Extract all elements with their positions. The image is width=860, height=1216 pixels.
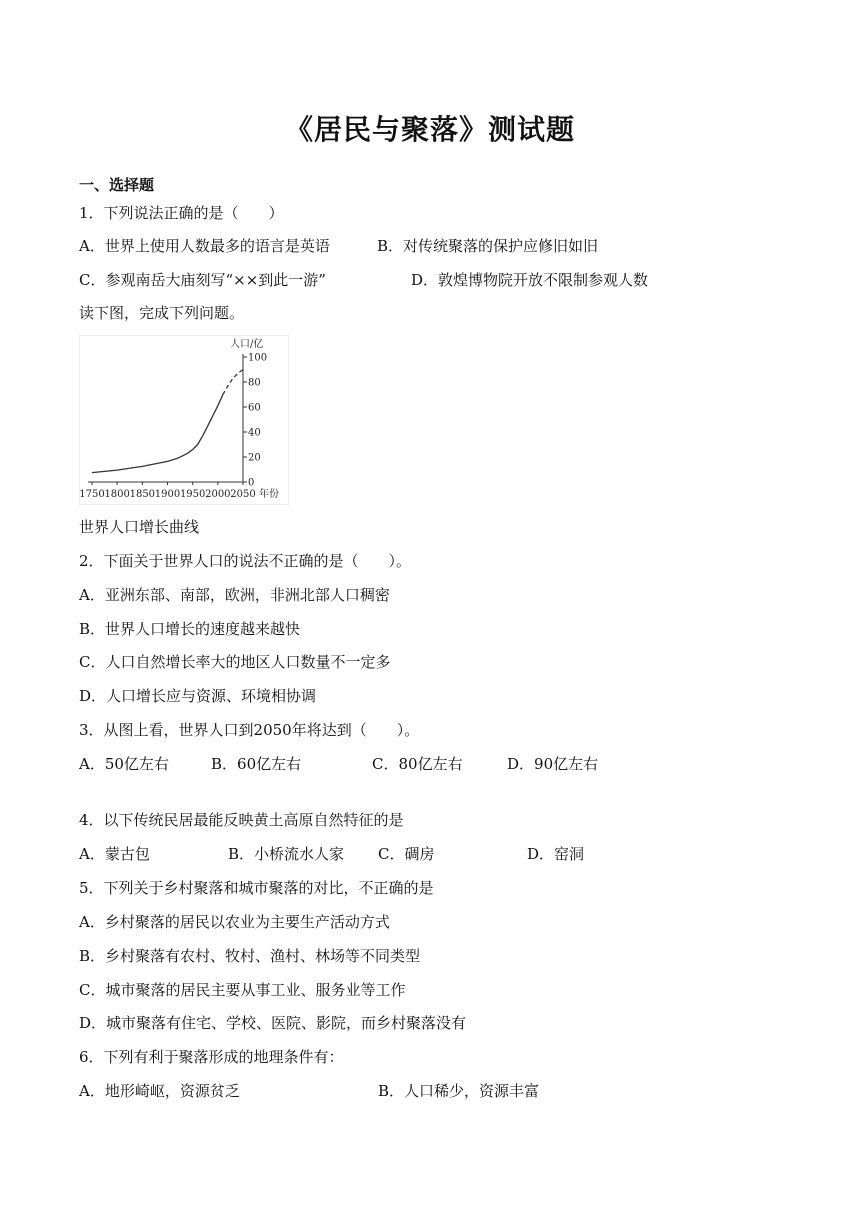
- q4-option-b: B．小桥流水人家: [228, 845, 345, 863]
- q5-option-a: A．乡村聚落的居民以农业为主要生产活动方式: [79, 913, 390, 931]
- q5-option-d: D．城市聚落有住宅、学校、医院、影院，而乡村聚落没有: [79, 1014, 467, 1032]
- y-tick-label: 100: [248, 352, 268, 364]
- population-curve: [92, 395, 223, 473]
- y-axis-label: 人口/亿: [230, 339, 264, 350]
- x-tick-label: 2000: [205, 489, 231, 500]
- q6-option-a: A．地形崎岖，资源贫乏: [79, 1082, 240, 1100]
- x-tick-label: 1850: [129, 489, 156, 500]
- y-tick-label: 0: [248, 477, 255, 489]
- q2-option-a: A．亚洲东部、南部，欧洲，非洲北部人口稠密: [79, 586, 390, 604]
- q3-option-b: B．60亿左右: [211, 755, 302, 773]
- q2-option-d: D．人口增长应与资源、环境相协调: [79, 687, 317, 705]
- q4-option-c: C．碉房: [378, 845, 435, 863]
- q5-stem: 5．下列关于乡村聚落和城市聚落的对比，不正确的是: [79, 879, 434, 897]
- q3-stem: 3．从图上看，世界人口到2050年将达到（ ）。: [79, 721, 420, 739]
- x-tick-label: 1950: [179, 489, 206, 500]
- q1-option-a: A．世界上使用人数最多的语言是英语: [79, 237, 330, 255]
- y-tick-label: 40: [248, 427, 261, 439]
- x-tick-label: 1750: [79, 489, 105, 500]
- y-tick-label: 80: [248, 377, 261, 389]
- q1-option-d: D．敦煌博物院开放不限制参观人数: [411, 271, 649, 289]
- x-tick-label: 1900: [154, 489, 181, 500]
- q4-stem: 4．以下传统民居最能反映黄土高原自然特征的是: [79, 811, 404, 829]
- q2-option-c: C．人口自然增长率大的地区人口数量不一定多: [79, 653, 391, 671]
- population-growth-chart: [79, 335, 289, 505]
- x-axis-label: 年份: [259, 489, 279, 500]
- q3-option-a: A．50亿左右: [79, 755, 169, 773]
- q1-option-b: B．对传统聚落的保护应修旧如旧: [377, 237, 599, 255]
- q5-option-b: B．乡村聚落有农村、牧村、渔村、林场等不同类型: [79, 947, 421, 965]
- q6-stem: 6．下列有利于聚落形成的地理条件有：: [79, 1048, 344, 1066]
- q5-option-c: C．城市聚落的居民主要从事工业、服务业等工作: [79, 981, 406, 999]
- q1-stem: 1．下列说法正确的是（ ）: [79, 204, 284, 222]
- x-tick-label: 1800: [104, 489, 130, 500]
- q2-option-b: B．世界人口增长的速度越来越快: [79, 620, 301, 638]
- chart-caption: 世界人口增长曲线: [79, 518, 200, 536]
- projection-curve: [223, 370, 243, 395]
- y-tick-label: 60: [248, 402, 261, 414]
- page-title: 《居民与聚落》测试题: [284, 113, 575, 146]
- y-tick-label: 20: [248, 452, 261, 464]
- q2-stem: 2．下面关于世界人口的说法不正确的是（ ）。: [79, 552, 412, 570]
- q6-option-b: B．人口稀少，资源丰富: [378, 1082, 540, 1100]
- q4-option-a: A．蒙古包: [79, 845, 150, 863]
- q1-option-c: C．参观南岳大庙刻写“××到此一游”: [79, 271, 326, 289]
- q3-option-c: C．80亿左右: [372, 755, 463, 773]
- q3-option-d: D．90亿左右: [507, 755, 599, 773]
- x-tick-label: 2050: [230, 489, 256, 500]
- q4-option-d: D．窑洞: [527, 845, 585, 863]
- section-heading: 一、选择题: [79, 176, 155, 194]
- chart-intro: 读下图，完成下列问题。: [79, 304, 245, 322]
